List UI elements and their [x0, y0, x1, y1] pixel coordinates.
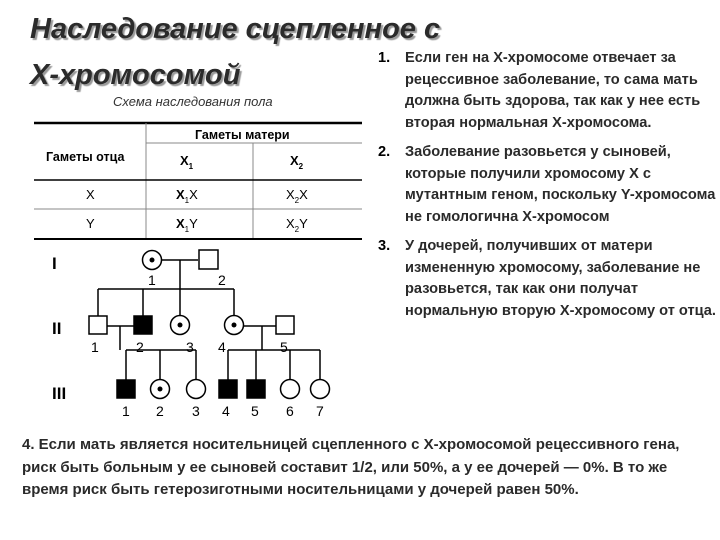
inheritance-figure: [0, 84, 372, 424]
explanation-point-2: [378, 142, 716, 228]
gen2-number-1: 1: [91, 339, 99, 355]
generation-label-2: II: [52, 319, 62, 338]
row-label-x: X: [86, 187, 95, 202]
carrier-dot: [150, 258, 155, 263]
gen3-number-7: 7: [316, 403, 324, 419]
explanation-point-1: [378, 48, 716, 134]
healthy-female-III-7: [311, 380, 330, 399]
col-header-x1: $X_1$: [180, 153, 194, 171]
risk-summary: 4. Если мать является носительницей сцепленного с X-хромосомой рецессивного гена, риск быть больным у ее сыновей составит 1/2, или 50%, а у ее дочерей — 0%. В то же время риск быть гетерозиготными носительницами у дочерей равен 50%.: [22, 436, 680, 498]
gen2-number-5: 5: [280, 339, 288, 355]
point-text: У дочерей, получивших от матери измененную хромосому, заболевание не разовьется, так как они получат нормальную вторую X-хромосому от отца.: [405, 238, 716, 319]
affected-male-III-4: [219, 380, 237, 398]
cell-x2x: $X_2X$: [286, 187, 308, 205]
point-number: 3.: [378, 238, 391, 254]
point-number: 2.: [378, 144, 391, 160]
scheme-caption: Схема наследования пола: [113, 94, 273, 109]
gen3-number-2: 2: [156, 403, 164, 419]
point-text: Заболевание разовьется у сыновей, которые получили хромосому X с мутантным геном, поскольку Y-хромосома не гомологична X-хромосом: [405, 144, 716, 225]
carrier-dot: [178, 323, 183, 328]
cell-x1x: $X_1X$: [176, 187, 198, 205]
gen1-number-1: 1: [148, 272, 156, 288]
explanation-point-3: [378, 236, 716, 322]
point-number: 1.: [378, 50, 391, 66]
carrier-dot: [232, 323, 237, 328]
generation-label-1: I: [52, 254, 57, 273]
healthy-male-I-2: [199, 250, 218, 269]
affected-male-III-1: [117, 380, 135, 398]
cell-x2y: $X_2Y$: [286, 216, 308, 234]
healthy-female-III-3: [187, 380, 206, 399]
row-label-y: Y: [86, 216, 95, 231]
gen2-number-2: 2: [136, 339, 144, 355]
generation-label-3: III: [52, 384, 67, 403]
affected-male-III-5: [247, 380, 265, 398]
title-line-2: X-хромосомой: [30, 59, 241, 91]
affected-male-II-2: [134, 316, 152, 334]
gen3-number-3: 3: [192, 403, 200, 419]
carrier-dot: [158, 387, 163, 392]
gen3-number-1: 1: [122, 403, 130, 419]
gen1-number-2: 2: [218, 272, 226, 288]
gen2-number-3: 3: [186, 339, 194, 355]
healthy-male-II-5: [276, 316, 294, 334]
cell-x1y: $X_1Y$: [176, 216, 198, 234]
gen3-number-4: 4: [222, 403, 230, 419]
gen3-number-6: 6: [286, 403, 294, 419]
col-header-x2: $X_2$: [290, 153, 304, 171]
explanation-list: [378, 48, 716, 330]
point-text: Если ген на X-хромосоме отвечает за рецессивное заболевание, то сама мать должна быть здорова, так как у нее есть вторая нормальная X-хромосома.: [405, 50, 701, 131]
title-line-1: Наследование сцепленное с: [30, 13, 441, 45]
healthy-female-III-6: [281, 380, 300, 399]
gen2-number-4: 4: [218, 339, 226, 355]
gen3-number-5: 5: [251, 403, 259, 419]
healthy-male-II-1: [89, 316, 107, 334]
header-mother: Гаметы матери: [195, 128, 290, 142]
header-father: Гаметы отца: [46, 150, 125, 164]
